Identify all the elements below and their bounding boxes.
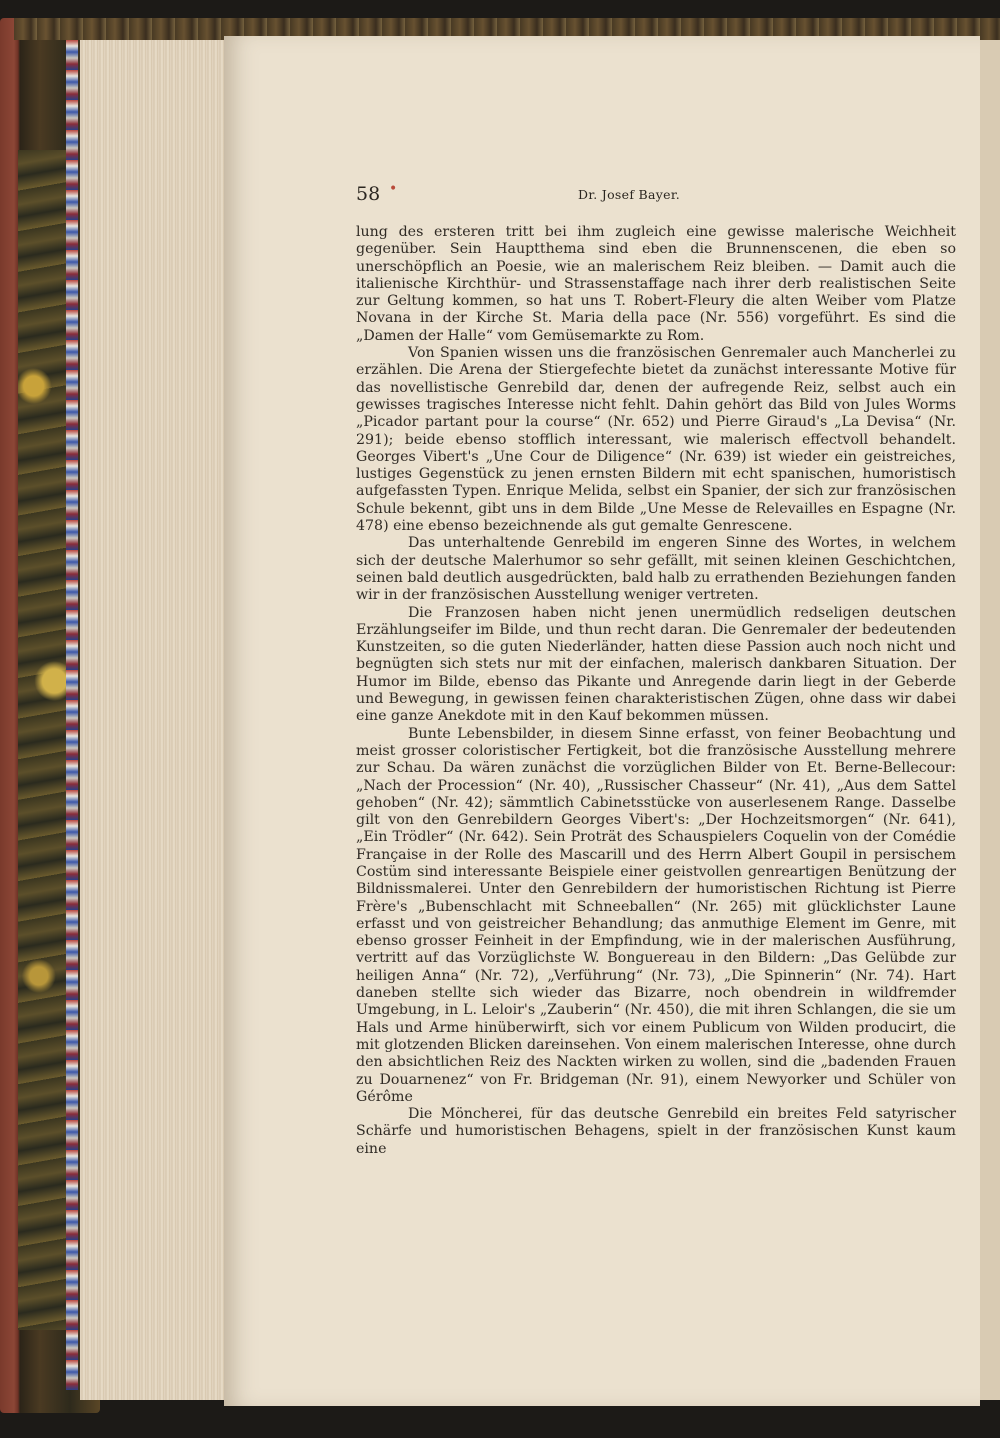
page-stack xyxy=(80,40,228,1400)
paragraph: Die Möncherei, für das deutsche Genrebild ein breites Feld satyrischer Schärfe und humoristischen Behagens, spielt in der französischen Kunst kaum eine xyxy=(356,1106,956,1157)
paragraph: lung des ersteren tritt bei ihm zugleich eine gewisse malerische Weichheit gegenüber. Sein Hauptthema sind eben die Brunnenscenen, die eben so unerschöpflich an Poesie, wie an malerischem Reiz bleiben. — Damit auch die italienische Kirchthür- und Strassenstaffage nach ihrer derb realistischen Seite zur Geltung kommen, so hat uns T. Robert-Fleury die alten Weiber vom Platze Novana in der Kirche St. Maria della pace (Nr. 556) vorgeführt. Es sind die „Damen der Halle“ vom Gemüsemarkte zu Rom. xyxy=(356,224,956,344)
running-head: Dr. Josef Bayer. xyxy=(578,187,680,202)
ink-mark: • xyxy=(389,181,398,197)
page-number: 58 xyxy=(356,183,381,205)
paragraph: Die Franzosen haben nicht jenen unermüdlich redseligen deutschen Erzählungseifer im Bilde, und thun recht daran. Die Genremaler der bedeutenden Kunstzeiten, so die guten Niederländer, hatten diese Passion auch noch nicht und begnügten sich stets nur mit der einfachen, malerisch dankbaren Situation. Der Humor im Bilde, ebenso das Pikante und Anregende darin liegt in der Geberde und Bewegung, in gewissen feinen charakteristischen Zügen, ohne dass wir dabei eine ganze Anekdote mit in den Kauf bekommen müssen. xyxy=(356,604,956,725)
paragraph: Von Spanien wissen uns die französischen Genremaler auch Mancherlei zu erzählen. Die Arena der Stiergefechte bietet da zunächst interessante Motive für das novellistische Genrebild dar, denen der aufregende Reiz, selbst auch ein gewisses tragisches Interesse nicht fehlt. Dahin gehört das Bild von Jules Worms „Picador partant pour la course“ (Nr. 652) und Pierre Giraud's „La Devisa“ (Nr. 291); beide ebenso stofflich interessant, wie malerisch effectvoll behandelt. Georges Vibert's „Une Cour de Diligence“ (Nr. 639) ist wieder ein geistreiches, lustiges Gegenstück zu jenen ernsten Bildern mit echt spanischen, humoristisch aufgefassten Typen. Enrique Melida, selbst ein Spanier, der sich zur französischen Schule bekennt, gibt uns in dem Bilde „Une Messe de Relevailles en Espagne (Nr. 478) eine ebenso bezeichnende als gut gemalte Genrescene. xyxy=(356,345,956,535)
paragraph: Bunte Lebensbilder, in diesem Sinne erfasst, von feiner Beobachtung und meist grosser coloristischer Fertigkeit, bot die französische Ausstellung mehrere zur Schau. Da wären zunächst die vorzüglichen Bilder von Et. Berne-Bellecour: „Nach der Procession“ (Nr. 40), „Russischer Chasseur“ (Nr. 41), „Aus dem Sattel gehoben“ (Nr. 42); sämmtlich Cabinetsstücke von auserlesenem Range. Dasselbe gilt von den Genrebildern Georges Vibert's: „Der Hochzeitsmorgen“ (Nr. 641), „Ein Trödler“ (Nr. 642). Sein Proträt des Schauspielers Coquelin von der Comédie Française in der Rolle des Mascarill und des Herrn Albert Goupil in persischem Costüm sind interessante Beispiele einer geistvollen genreartigen Benützung der Bildnissmalerei. Unter den Genrebildern der humoristischen Richtung ist Pierre Frère's „Bubenschlacht mit Schneeballen“ (Nr. 265) mit glücklichster Laune erfasst und von geistreicher Behandlung; das anmuthige Element im Genre, mit ebenso grosser Feinheit in der Empfindung, wie in der malerischen Ausführung, vertritt auf das Vorzüglichste W. Bonguereau in den Bildern: „Das Gelübde zur heiligen Anna“ (Nr. 72), „Verführung“ (Nr. 73), „Die Spinnerin“ (Nr. 74). Hart daneben stellte sich wieder das Bizarre, noch obendrein in wildfremder Umgebung, in L. Leloir's „Zauberin“ (Nr. 450), die mit ihren Schlangen, die sie um Hals und Arme hinüberwirft, sich vor einem Publicum von Wilden producirt, die mit glotzenden Blicken dareinsehen. Von einem malerischen Interesse, ohne durch den absichtlichen Reiz des Nackten wirken zu wollen, sind die „badenden Frauen zu Douarnenez“ von Fr. Bridgeman (Nr. 91), einem Newyorker und Schüler von Gérôme xyxy=(356,725,956,1105)
paragraph: Das unterhaltende Genrebild im engeren Sinne des Wortes, in welchem sich der deutsche Malerhumor so sehr gefällt, mit seinen kleinen Geschichtchen, seinen bald deutlich ausgedrückten, bald halb zu errathenden Beziehungen fanden wir in der französischen Ausstellung weniger vertreten. xyxy=(356,535,956,604)
page-header xyxy=(356,183,956,207)
sprinkled-page-edge xyxy=(66,40,78,1390)
marbled-endpaper xyxy=(18,150,70,1330)
facing-page-edge xyxy=(980,40,1000,1400)
body-text xyxy=(356,224,956,1158)
